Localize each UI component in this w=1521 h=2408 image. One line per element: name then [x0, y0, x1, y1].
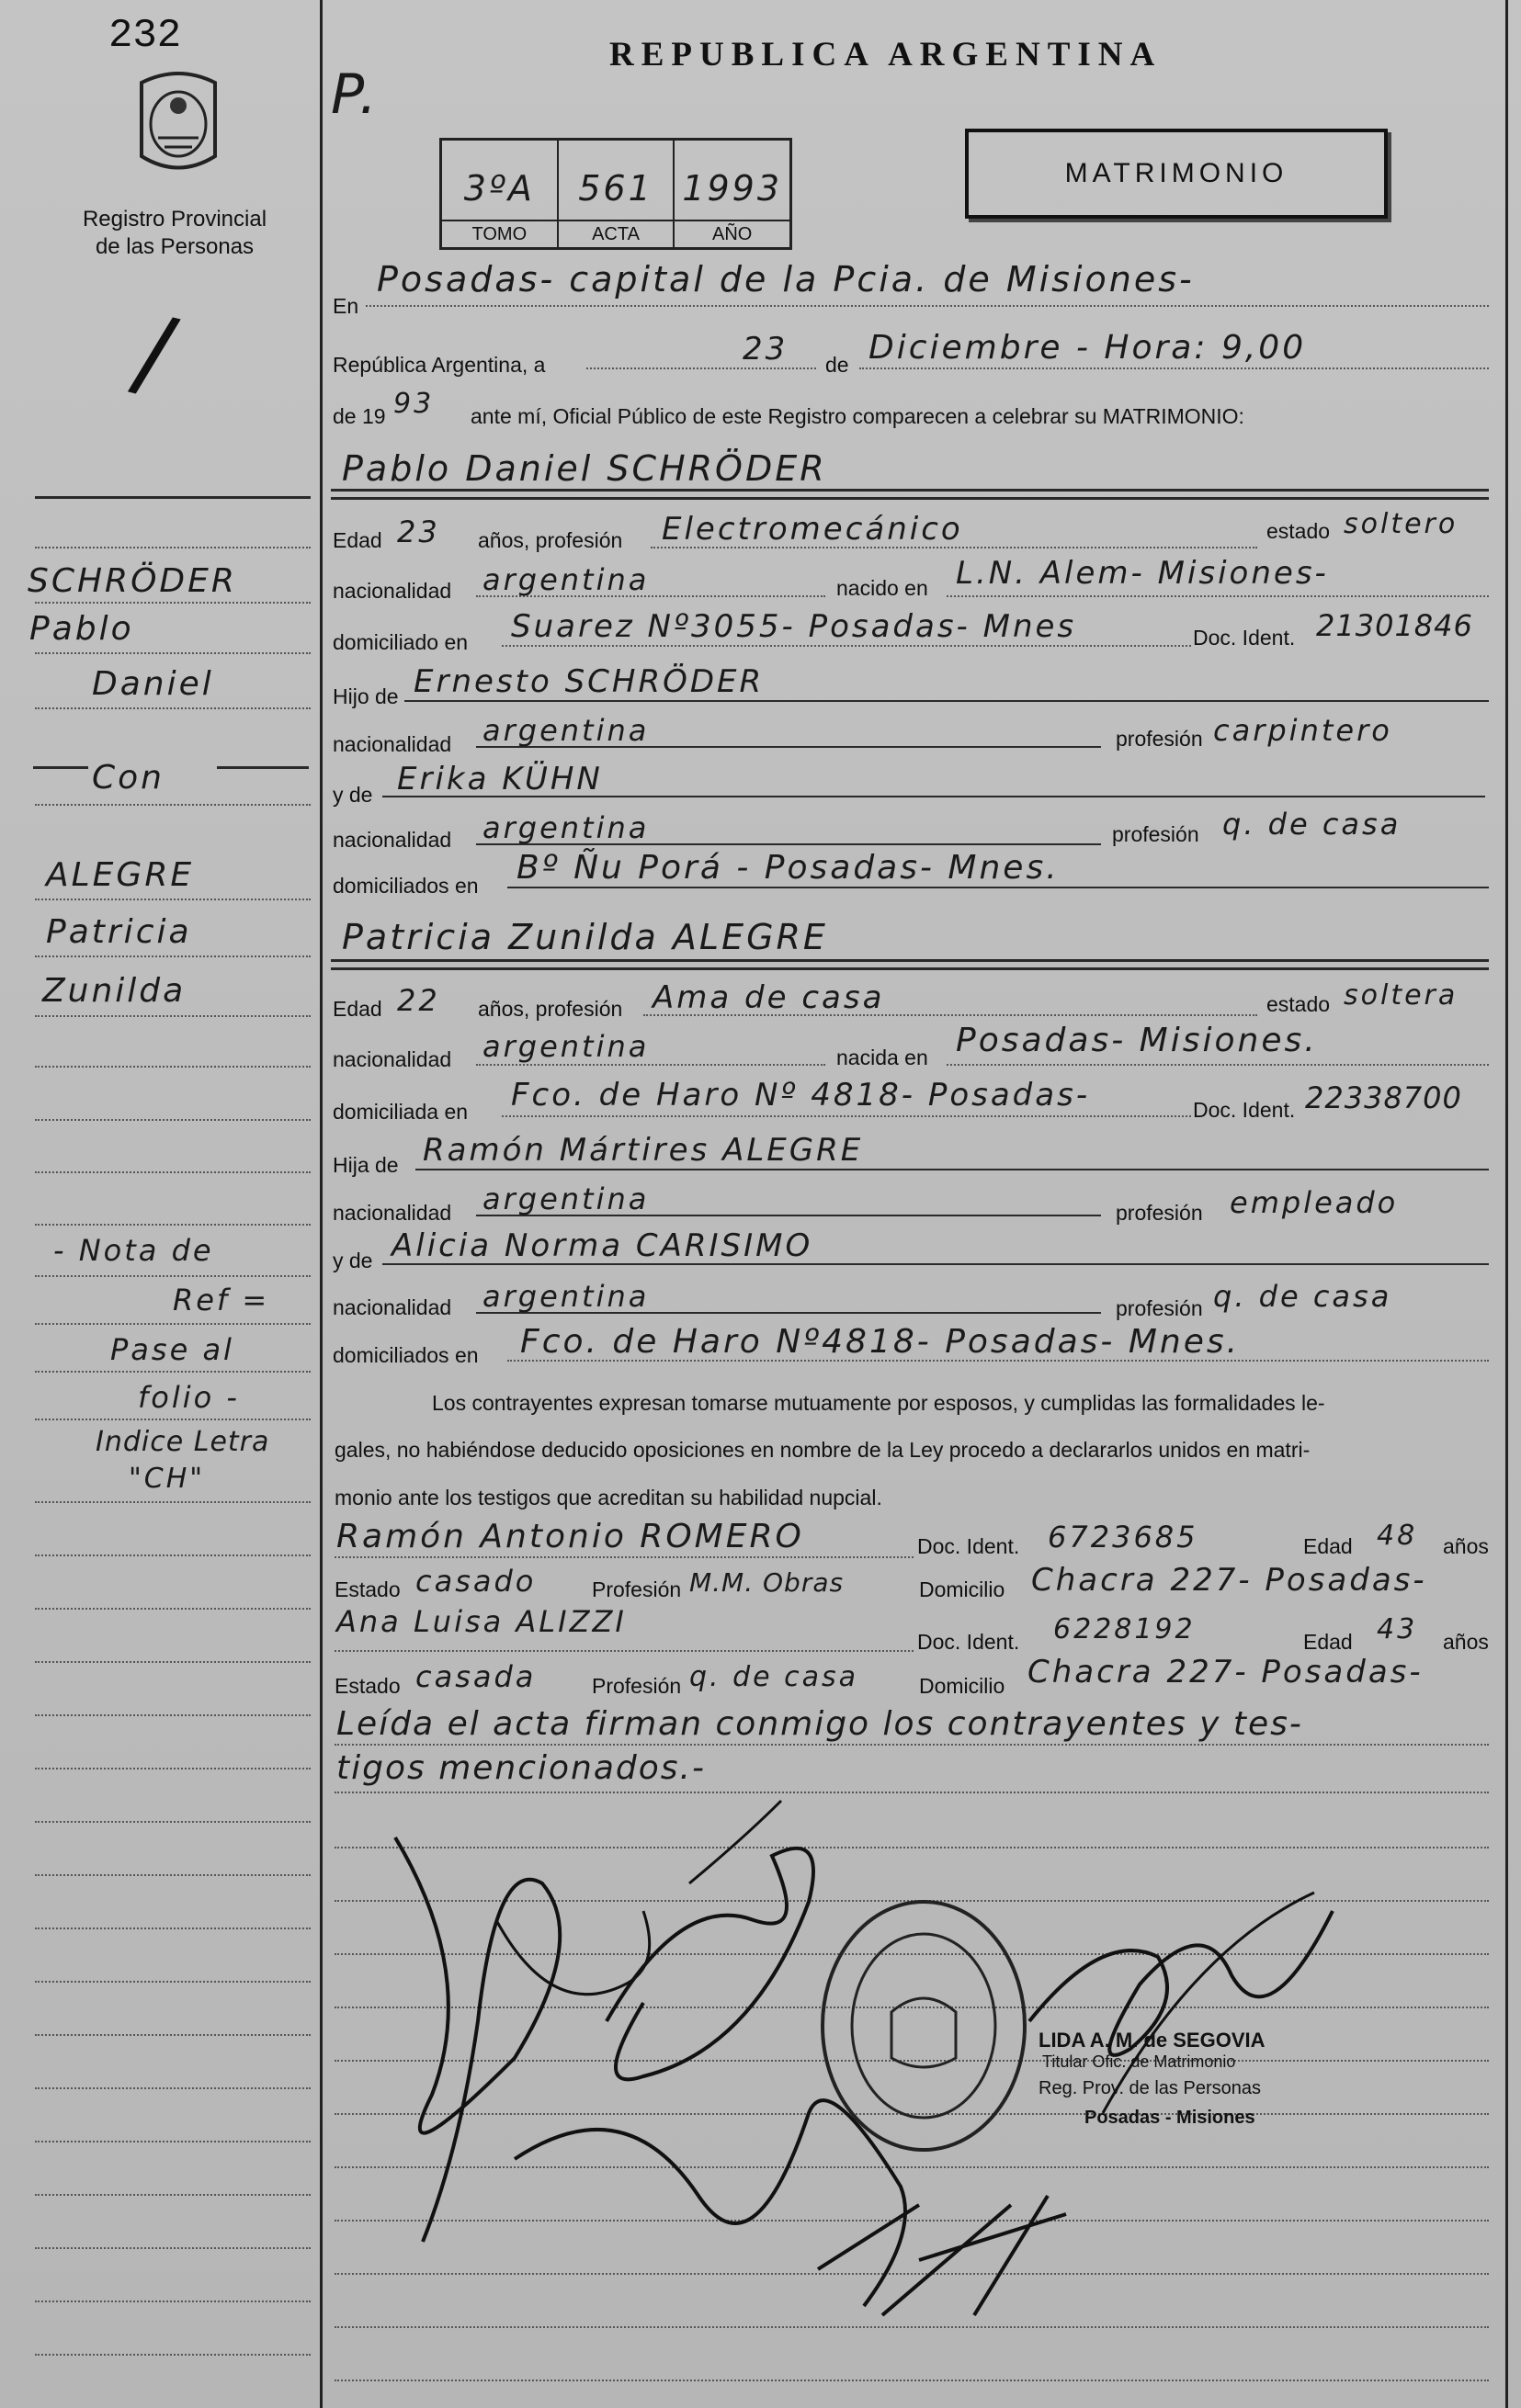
domiciliada-label: domiciliada en [333, 1100, 469, 1124]
oficial-stamp-line2: Titular Ofic. de Matrimonio [1042, 2052, 1236, 2071]
madre-value: Erika KÜHN [397, 761, 603, 797]
oficial-stamp-line3: Reg. Prov. de las Personas [1039, 2078, 1261, 2098]
cierre-line1: Leída el acta firman conmigo los contrayentes y tes- [336, 1705, 1303, 1743]
testigo1-prof-value: M.M. Obras [689, 1567, 845, 1598]
hijo-de-label: Hijo de [333, 684, 399, 708]
margin-note-line3: Pase al [110, 1332, 234, 1367]
testigo1-edad-value: 48 [1377, 1520, 1418, 1552]
madre-nac-value-2: argentina [482, 1279, 650, 1314]
slash-mark: / [124, 291, 186, 414]
doc-label-2: Doc. Ident. [1193, 1098, 1296, 1122]
doc-value: 21301846 [1316, 608, 1473, 643]
testigo2-prof-value: q. de casa [689, 1661, 859, 1693]
testigo2-edad-value: 43 [1377, 1613, 1418, 1645]
cierre-line2: tigos mencionados.- [336, 1749, 706, 1787]
margin-note-line5: Indice Letra [96, 1426, 270, 1458]
folio-number: 232 [108, 13, 182, 59]
padre-prof-value: carpintero [1213, 713, 1392, 748]
padre-nac-label-2: nacionalidad [333, 1201, 452, 1225]
estado-label: estado [1266, 519, 1331, 543]
declaracion-line1: Los contrayentes expresan tomarse mutuamente por esposos, y cumplidas las formalidades le- [432, 1391, 1325, 1415]
padre-prof-value-2: empleado [1230, 1185, 1399, 1220]
y-de-label: y de [333, 783, 373, 807]
estado-value: soltero [1344, 508, 1459, 540]
nacionalidad-value: argentina [482, 562, 650, 597]
margin-note-line2: Ref = [173, 1283, 270, 1317]
nacida-label: nacida en [836, 1046, 928, 1069]
profesion-value: Electromecánico [662, 511, 963, 548]
testigo2-estado-value: casada [415, 1659, 537, 1694]
profesion-label: años, profesión [478, 528, 623, 552]
padre-nac-label: nacionalidad [333, 732, 452, 756]
domicilio-value-2: Fco. de Haro Nº 4818- Posadas- [511, 1077, 1091, 1114]
signature-3 [515, 2100, 905, 2306]
madre-prof-label-2: profesión [1116, 1296, 1203, 1320]
doc-value-2: 22338700 [1305, 1080, 1462, 1115]
padres-dom-value-2: Fco. de Haro Nº4818- Posadas- Mnes. [520, 1323, 1241, 1361]
testigo2-anos-label: años [1443, 1630, 1489, 1654]
profesion-label-2: años, profesión [478, 997, 623, 1021]
lugar-value: Posadas- capital de la Pcia. de Misiones- [377, 259, 1195, 300]
anio-value: 1993 [682, 168, 783, 209]
margin-name-first-2: Patricia [46, 913, 192, 951]
testigo1-doc-label: Doc. Ident. [917, 1534, 1020, 1558]
en-label: En [333, 294, 359, 318]
testigo1-dom-value: Chacra 227- Posadas- [1031, 1562, 1427, 1599]
margin-name-second-2: Zunilda [42, 972, 187, 1010]
madre-nac-label: nacionalidad [333, 828, 452, 852]
signature-2-stroke [689, 1801, 781, 1883]
contrayente1-nombre: Pablo Daniel SCHRÖDER [342, 448, 827, 489]
contrayente2-nombre: Patricia Zunilda ALEGRE [342, 917, 828, 957]
domiciliados-label: domiciliados en [333, 874, 479, 898]
padre-prof-label: profesión [1116, 727, 1203, 751]
profesion-value-2: Ama de casa [653, 979, 885, 1016]
testigo1-anos-label: años [1443, 1534, 1489, 1558]
testigo1-edad-label: Edad [1303, 1534, 1353, 1558]
nacida-value: Posadas- Misiones. [956, 1022, 1318, 1059]
republica-label: República Argentina, a [333, 353, 546, 377]
nacionalidad-label: nacionalidad [333, 579, 452, 603]
padre-value-2: Ramón Mártires ALEGRE [423, 1132, 864, 1169]
margin-name-surname: SCHRÖDER [28, 562, 237, 600]
edad-label-2: Edad [333, 997, 382, 1021]
acta-label: ACTA [559, 220, 674, 247]
padre-nac-value-2: argentina [482, 1181, 650, 1216]
edad-value: 23 [397, 514, 440, 549]
domiciliado-label: domiciliado en [333, 630, 469, 654]
testigo1-nombre: Ramón Antonio ROMERO [336, 1518, 804, 1555]
margin-note-line1: - Nota de [53, 1233, 214, 1268]
tomo-value: 3ºA [463, 168, 535, 209]
hija-de-label: Hija de [333, 1153, 399, 1177]
tomo-label: TOMO [442, 220, 557, 247]
anio-value-intro: 93 [393, 388, 435, 420]
padres-dom-value: Bº Ñu Porá - Posadas- Mnes. [516, 849, 1060, 887]
declaracion-line2: gales, no habiéndose deducido oposiciones en nombre de la Ley procedo a declararlos unidos en matri- [335, 1438, 1311, 1462]
madre-nac-label-2: nacionalidad [333, 1295, 452, 1319]
testigo1-dom-label: Domicilio [919, 1577, 1005, 1601]
domicilio-value: Suarez Nº3055- Posadas- Mnes [511, 608, 1077, 645]
nacionalidad-value-2: argentina [482, 1029, 650, 1064]
testigo2-edad-label: Edad [1303, 1630, 1353, 1654]
madre-prof-value-2: q. de casa [1213, 1279, 1392, 1314]
testigo2-nombre: Ana Luisa ALIZZI [336, 1604, 627, 1639]
margin-note-line6: "CH" [129, 1463, 206, 1495]
matrimonio-box: MATRIMONIO [965, 129, 1388, 219]
nacionalidad-label-2: nacionalidad [333, 1047, 452, 1071]
estado-value-2: soltera [1344, 979, 1459, 1012]
testigo1-doc-value: 6723685 [1048, 1520, 1198, 1554]
madre-value-2: Alicia Norma CARISIMO [392, 1227, 813, 1264]
testigo2-dom-value: Chacra 227- Posadas- [1027, 1654, 1424, 1690]
dia-value: 23 [743, 331, 789, 367]
signature-1-stroke [496, 1911, 650, 1995]
signature-4 [818, 2196, 1066, 2315]
testigo2-doc-value: 6228192 [1053, 1613, 1196, 1645]
nacido-label: nacido en [836, 576, 928, 600]
margin-name-second: Daniel [92, 665, 214, 703]
de-label: de [825, 353, 849, 377]
madre-prof-label: profesión [1112, 822, 1199, 846]
margin-name-surname-2: ALEGRE [46, 856, 195, 894]
comparecen-text: ante mí, Oficial Público de este Registro comparecen a celebrar su MATRIMONIO: [471, 404, 1244, 428]
testigo1-prof-label: Profesión [592, 1577, 682, 1601]
acta-value: 561 [578, 168, 653, 209]
edad-label: Edad [333, 528, 382, 552]
p-mark: P. [331, 62, 380, 127]
margin-con: Con [92, 759, 165, 797]
signature-2 [607, 1848, 813, 2080]
padre-nac-value: argentina [482, 713, 650, 748]
testigo2-dom-label: Domicilio [919, 1674, 1005, 1698]
anio-label: AÑO [675, 220, 789, 247]
padre-prof-label-2: profesión [1116, 1201, 1203, 1225]
madre-prof-value: q. de casa [1222, 807, 1402, 842]
padre-value: Ernesto SCHRÖDER [414, 663, 765, 700]
estado-label-2: estado [1266, 992, 1331, 1016]
republica-title: REPUBLICA ARGENTINA [609, 36, 1163, 73]
edad-value-2: 22 [397, 983, 440, 1018]
madre-nac-value: argentina [482, 810, 650, 845]
margin-name-first: Pablo [29, 610, 134, 648]
testigo2-prof-label: Profesión [592, 1674, 682, 1698]
signature-1 [395, 1837, 560, 2242]
margin-note-line4: folio - [138, 1380, 240, 1415]
doc-label: Doc. Ident. [1193, 626, 1296, 650]
domiciliados-label-2: domiciliados en [333, 1343, 479, 1367]
de19-label: de 19 [333, 404, 386, 428]
y-de-label-2: y de [333, 1249, 373, 1272]
oficial-stamp-line4: Posadas - Misiones [1084, 2108, 1255, 2128]
testigo2-estado-label: Estado [335, 1674, 401, 1698]
oficial-stamp-line1: LIDA A. M. de SEGOVIA [1039, 2029, 1266, 2052]
testigo1-estado-value: casado [415, 1564, 537, 1599]
mes-hora-value: Diciembre - Hora: 9,00 [868, 329, 1307, 367]
testigo2-doc-label: Doc. Ident. [917, 1630, 1020, 1654]
testigo1-estado-label: Estado [335, 1577, 401, 1601]
declaracion-line3: monio ante los testigos que acreditan su habilidad nupcial. [335, 1486, 882, 1509]
nacido-value: L.N. Alem- Misiones- [956, 555, 1329, 592]
registro-provincial-label: Registro Provincial de las Personas [82, 207, 267, 259]
